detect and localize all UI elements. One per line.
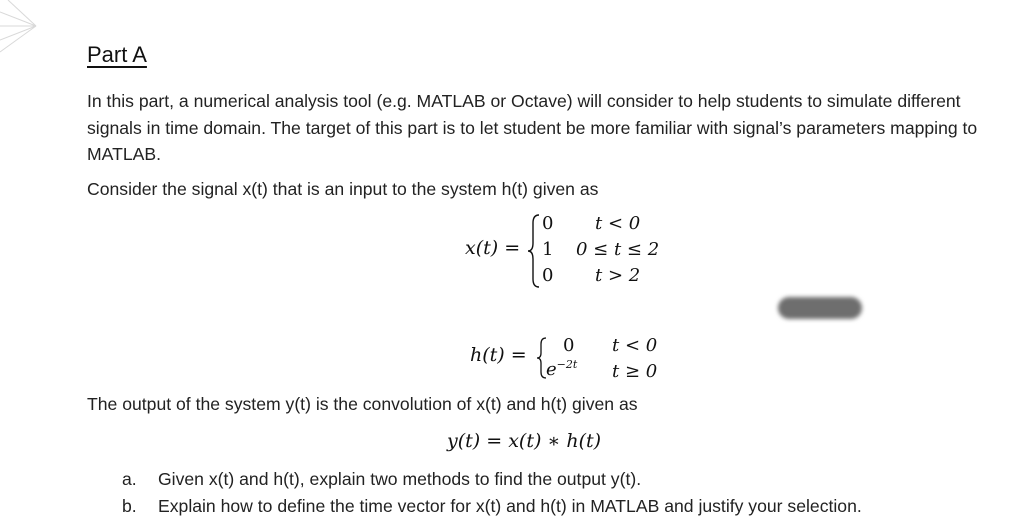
x-signal-lhs: x(t) = [465, 237, 521, 259]
h-signal-lhs: h(t) = [470, 344, 527, 366]
output-paragraph: The output of the system y(t) is the convolution of x(t) and h(t) given as [87, 394, 638, 414]
x-case-2-value: 1 [542, 239, 554, 260]
question-text-b: Explain how to define the time vector for x(t) and h(t) in MATLAB and justify your selection. [158, 496, 862, 516]
h-case-2-value [546, 358, 577, 380]
intro-paragraph: In this part, a numerical analysis tool (e.g. MATLAB or Octave) will consider to help students to simulate different signals in time domain. The target of this part is to let student be more familiar with signal’s parameters mapping to MATLAB. [87, 91, 978, 164]
x-signal-brace [527, 213, 541, 289]
page-title: Part A [87, 42, 147, 67]
h-case-2-base: e [546, 359, 557, 380]
h-case-2-condition: t ≥ 0 [612, 361, 658, 382]
redaction-blur [778, 297, 862, 319]
h-case-1-value: 0 [563, 335, 575, 356]
x-case-1-condition: t < 0 [595, 213, 641, 234]
h-case-1-condition: t < 0 [612, 335, 658, 356]
convolution-equation: y(t) = x(t) ∗ h(t) [447, 430, 602, 452]
x-case-1-value: 0 [542, 213, 554, 234]
x-case-2-condition: 0 ≤ t ≤ 2 [576, 239, 660, 260]
x-case-3-value: 0 [542, 265, 554, 286]
question-marker-b: b. [122, 496, 137, 516]
consider-paragraph: Consider the signal x(t) that is an input to the system h(t) given as [87, 179, 599, 199]
question-text-a: Given x(t) and h(t), explain two methods to find the output y(t). [158, 469, 642, 489]
x-case-3-condition: t > 2 [595, 265, 641, 286]
question-marker-a: a. [122, 469, 137, 489]
h-case-2-exponent: −2t [556, 358, 578, 371]
corner-decoration [0, 0, 60, 70]
